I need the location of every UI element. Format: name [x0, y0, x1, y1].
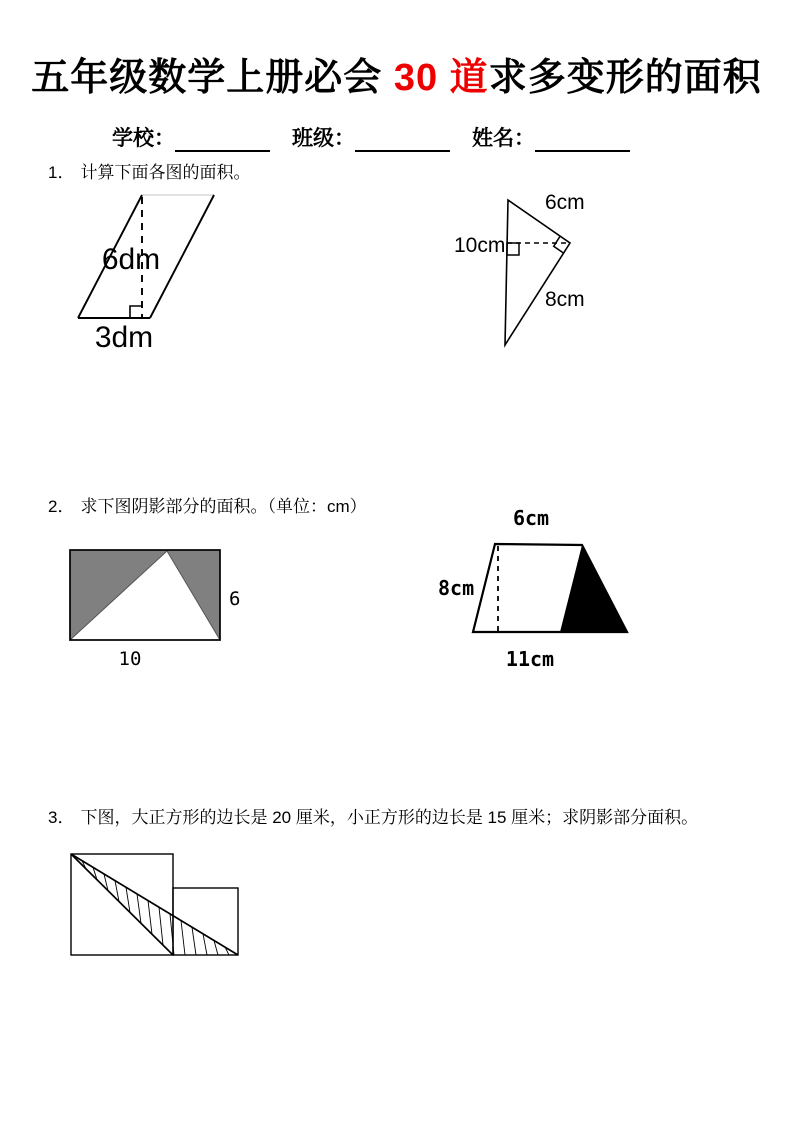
trapezoid-shaded-triangle	[560, 545, 627, 632]
question-2-text: 求下图阴影部分的面积。（单位：cm）	[80, 497, 367, 516]
class-field-blank	[355, 126, 450, 152]
hatch-line	[192, 927, 196, 955]
header-fields	[112, 122, 630, 152]
figure-trapezoid	[430, 502, 680, 677]
right-angle-mark	[130, 306, 142, 318]
name-field-label: 姓名：	[472, 127, 535, 150]
hatch-line	[159, 907, 163, 945]
right-angle-mark	[507, 243, 519, 255]
question-1-text: 计算下面各图的面积。	[80, 163, 251, 182]
trapezoid-bottom-label: 11cm	[505, 647, 555, 671]
school-field-label: 学校：	[112, 127, 175, 150]
figure-parallelogram	[55, 188, 240, 353]
figure-right-triangle	[440, 182, 670, 352]
question-2-number: 2．	[48, 497, 75, 516]
title-prefix: 五年级数学上册必会	[31, 57, 394, 99]
question-1-number: 1．	[48, 163, 75, 182]
triangle-outline	[505, 200, 570, 345]
hatch-line	[181, 921, 185, 956]
question-1	[48, 162, 250, 184]
rectangle-height-label: 6	[229, 588, 241, 610]
name-field-blank	[535, 126, 630, 152]
trapezoid-left-label: 8cm	[438, 576, 475, 600]
triangle-bottom-side-label: 8cm	[545, 288, 585, 311]
question-3-text: 下图，大正方形的边长是 20 厘米，小正方形的边长是 15 厘米；求阴影部分面积。	[80, 808, 699, 827]
big-square-diagonal-line	[71, 854, 173, 955]
school-field-blank	[175, 126, 270, 152]
triangle-top-side-label: 6cm	[545, 191, 585, 214]
question-3-number: 3．	[48, 808, 75, 827]
page-title	[0, 46, 793, 101]
question-2	[48, 496, 367, 518]
title-suffix: 求多变形的面积	[488, 57, 762, 99]
trapezoid-top-label: 6cm	[512, 506, 550, 530]
right-angle-mark	[554, 236, 564, 253]
hatch-line	[148, 901, 152, 935]
name-field	[472, 122, 630, 152]
class-field-label: 班级：	[292, 127, 355, 150]
figure-shaded-rectangle	[60, 545, 255, 675]
parallelogram-height-label: 6dm	[101, 243, 161, 276]
parallelogram-base-label: 3dm	[94, 321, 154, 353]
class-field	[292, 122, 450, 152]
school-field	[112, 122, 270, 152]
title-highlight: 30 道	[393, 57, 489, 99]
figure-overlapping-squares	[60, 848, 250, 963]
triangle-base-label: 10cm	[454, 234, 506, 257]
question-3	[48, 807, 698, 829]
hatch-line	[203, 934, 207, 955]
rectangle-base-label: 10	[118, 648, 142, 670]
long-diagonal-line	[71, 854, 238, 955]
